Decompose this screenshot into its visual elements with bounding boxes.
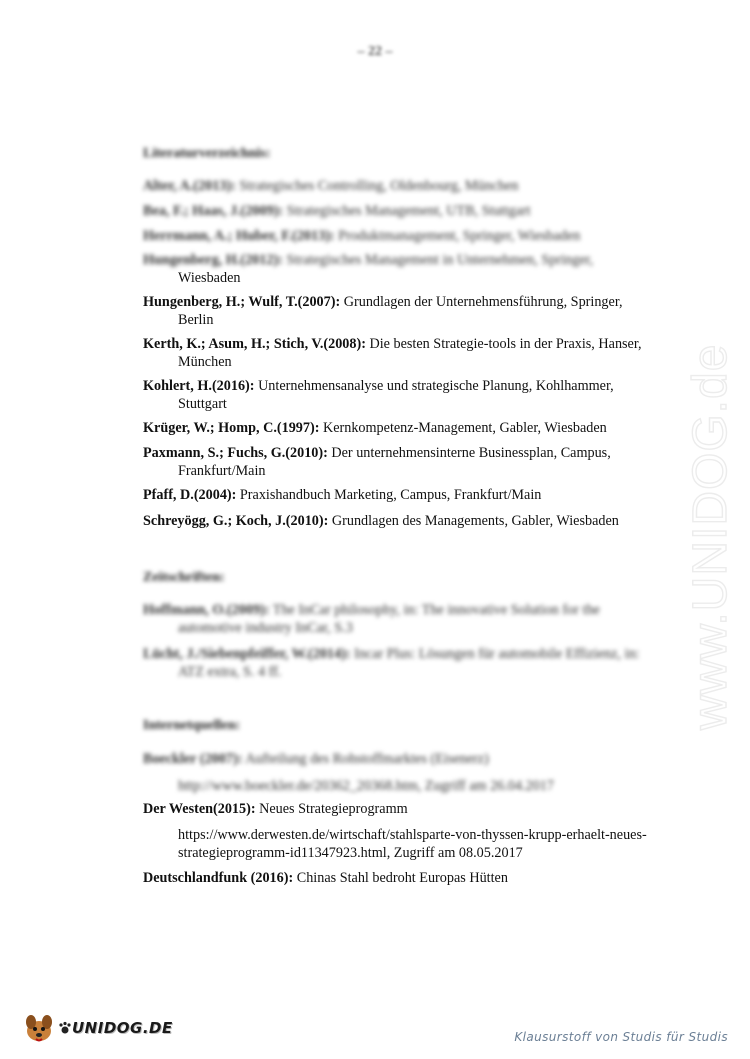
internet-heading: Internetquellen: [143, 718, 241, 733]
entry-author: Lücht, J./Siebenpfeiffer, W.(2014): [143, 646, 351, 662]
entry-continuation: Berlin [178, 312, 214, 328]
entry-continuation: ATZ extra, S. 4 ff. [178, 664, 282, 680]
entry-title: Die besten Strategie-tools in der Praxis, Hanser, [369, 336, 642, 352]
dog-icon [22, 1011, 56, 1045]
literature-entry [143, 251, 688, 287]
entry-title: Kernkompetenz-Management, Gabler, Wiesbaden [322, 420, 607, 436]
entry-title: Aufteilung des Rohstoffmarktes (Eisenerz) [245, 751, 489, 767]
entry-continuation: Stuttgart [178, 396, 227, 412]
page-number: – 22 – [357, 44, 393, 59]
entry-author: Paxmann, S.; Fuchs, G.(2010): [143, 445, 328, 461]
footer-slogan: Klausurstoff von Studis für Studis [514, 1030, 728, 1044]
entry-line [143, 251, 688, 269]
entry-author: Kohlert, H.(2016): [143, 378, 255, 394]
internet-entry [143, 750, 688, 768]
logo-text: UNIDOG.DE [72, 1019, 173, 1037]
internet-entry [143, 800, 688, 818]
literature-entry [143, 177, 688, 195]
entry-title: Strategisches Management, UTB, Stuttgart [286, 203, 531, 219]
literature-entry [143, 202, 688, 220]
entry-title: The InCar philosophy, in: The innovative Solution for the [272, 602, 600, 618]
entry-url: http://www.boeckler.de/20362_20368.htm, Zugriff am 26.04.2017 [178, 778, 554, 794]
entry-title: Neues Strategieprogramm [259, 801, 408, 817]
entry-url: https://www.derwesten.de/wirtschaft/stahlsparte-von-thyssen-krupp-erhaelt-neues-strategieprogramm-id11347923.html, Zugriff am 08.05.2017 [178, 827, 647, 861]
literature-entry [143, 377, 688, 413]
internet-entry [143, 869, 688, 887]
journal-entry [143, 601, 688, 637]
watermark-svg [648, 280, 748, 750]
entry-author: Hoffmann, O.(2009): [143, 602, 270, 618]
literature-entry [143, 486, 688, 504]
literature-entry [143, 444, 688, 480]
entry-continuation: Frankfurt/Main [178, 463, 266, 479]
entry-title: Chinas Stahl bedroht Europas Hütten [296, 870, 508, 886]
entry-author: Der Westen(2015): [143, 801, 256, 817]
entry-continuation: Wiesbaden [178, 270, 241, 286]
entry-continuation: automotive industry InCar, S.3 [178, 620, 353, 636]
watermark-text: www.UNIDOG.de [684, 343, 737, 730]
entry-title: Incar Plus: Lösungen für automobile Effizienz, in: [354, 646, 640, 662]
entry-author: Krüger, W.; Homp, C.(1997): [143, 420, 320, 436]
entry-title: Produktmanagement, Springer, Wiesbaden [338, 228, 581, 244]
entry-author: Hungenberg, H.(2012): [143, 252, 283, 268]
journals-heading: Zeitschriften: [143, 570, 225, 585]
literature-entry [143, 512, 688, 530]
entry-author: Boeckler (2007): [143, 751, 243, 767]
entry-title: Unternehmensanalyse und strategische Planung, Kohlhammer, [258, 378, 614, 394]
entry-author: Hungenberg, H.; Wulf, T.(2007): [143, 294, 341, 310]
entry-title: Strategisches Management in Unternehmen, Springer, [286, 252, 594, 268]
literature-heading: Literaturverzeichnis: [143, 146, 271, 161]
literature-entry [143, 335, 688, 371]
literature-entry [143, 419, 688, 437]
journal-entry [143, 645, 688, 681]
entry-author: Pfaff, D.(2004): [143, 487, 237, 503]
entry-title: Grundlagen der Unternehmensführung, Springer, [343, 294, 623, 310]
entry-author: Schreyögg, G.; Koch, J.(2010): [143, 513, 329, 529]
entry-author: Bea, F.; Haas, J.(2009): [143, 203, 284, 219]
entry-author: Herrmann, A.; Huber, F.(2013): [143, 228, 335, 244]
literature-entry [143, 293, 688, 329]
entry-continuation: München [178, 354, 232, 370]
entry-title: Praxishandbuch Marketing, Campus, Frankfurt/Main [239, 487, 542, 503]
entry-author: Alter, A.(2013): [143, 178, 236, 194]
entry-title: Der unternehmensinterne Businessplan, Campus, [331, 445, 611, 461]
literature-entry [143, 227, 688, 245]
paw-icon [58, 1021, 72, 1035]
entry-author: Deutschlandfunk (2016): [143, 870, 294, 886]
footer-logo[interactable] [22, 1011, 173, 1045]
entry-title: Grundlagen des Managements, Gabler, Wiesbaden [331, 513, 619, 529]
entry-title: Strategisches Controlling, Oldenbourg, München [239, 178, 519, 194]
watermark [648, 280, 748, 750]
entry-author: Kerth, K.; Asum, H.; Stich, V.(2008): [143, 336, 366, 352]
